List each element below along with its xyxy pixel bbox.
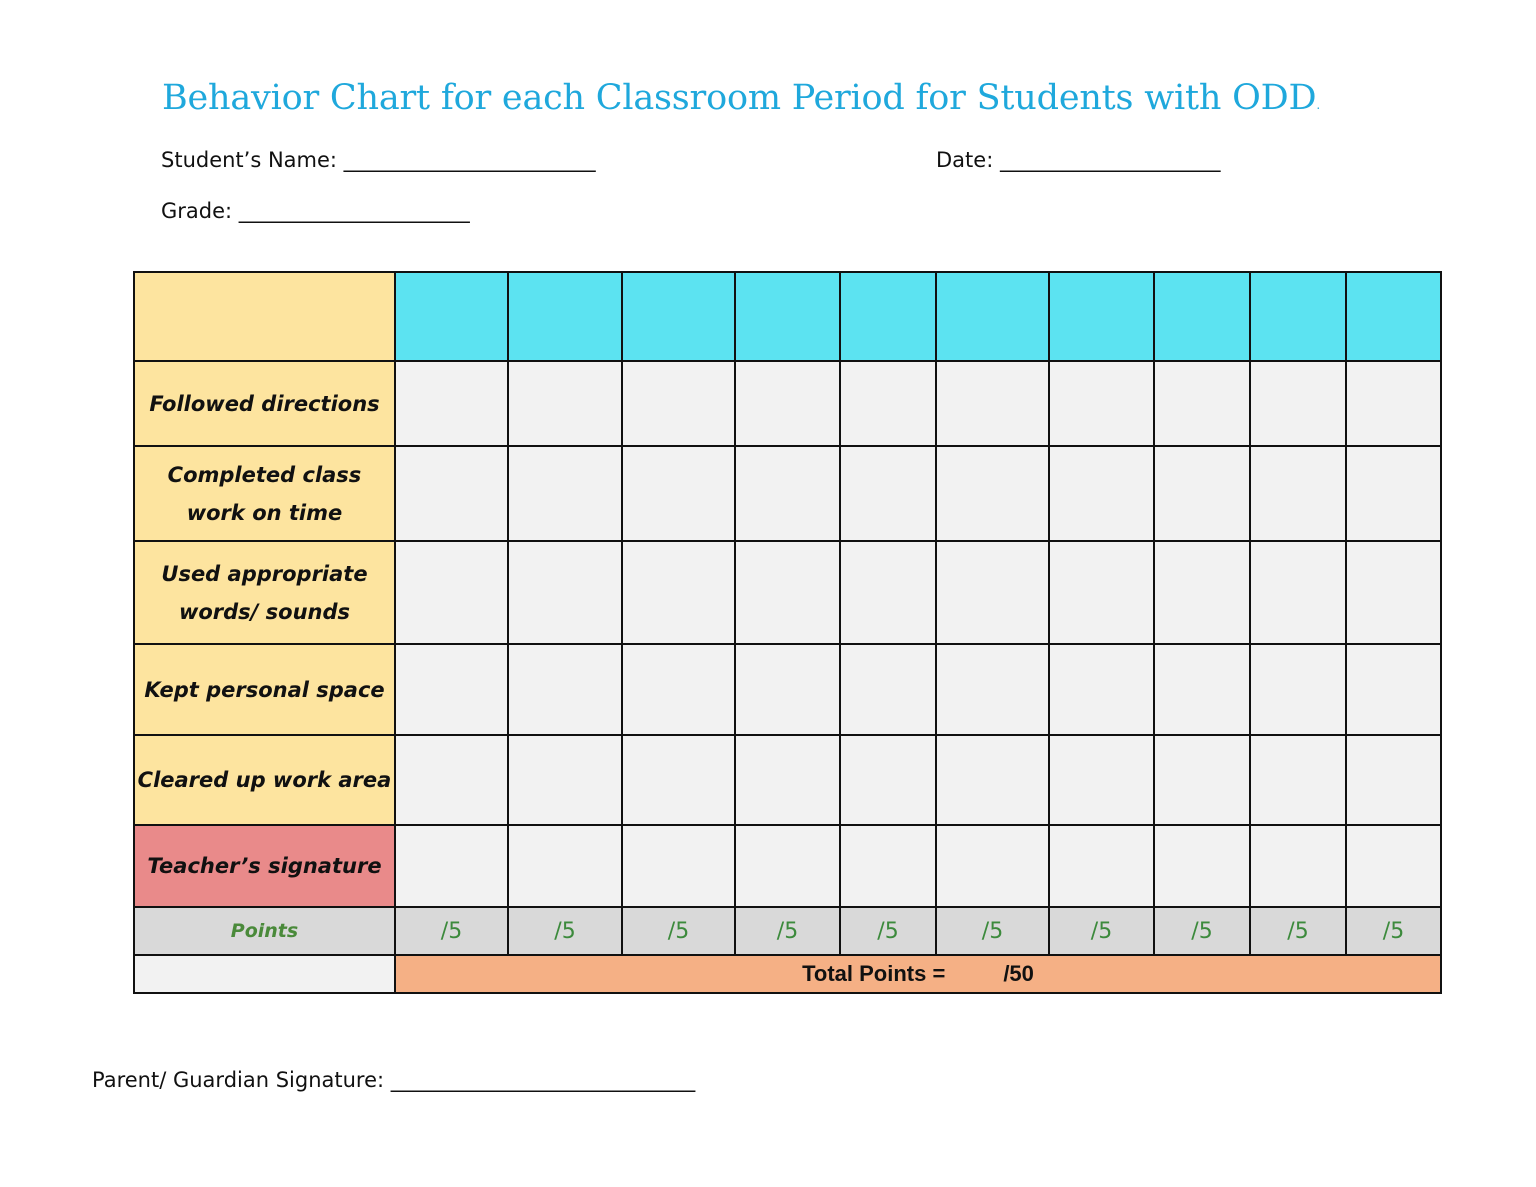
score-cell[interactable]	[508, 541, 622, 644]
points-label: Points	[134, 907, 395, 955]
period-header-cell[interactable]	[395, 272, 508, 361]
score-cell[interactable]	[622, 446, 735, 541]
score-cell[interactable]	[395, 361, 508, 446]
score-cell[interactable]	[1154, 541, 1250, 644]
points-cell[interactable]: /5	[622, 907, 735, 955]
period-header-cell[interactable]	[735, 272, 840, 361]
score-cell[interactable]	[395, 735, 508, 825]
points-cell[interactable]: /5	[395, 907, 508, 955]
score-cell[interactable]	[622, 541, 735, 644]
score-cell[interactable]	[1154, 735, 1250, 825]
score-cell[interactable]	[1154, 446, 1250, 541]
score-cell[interactable]	[1346, 541, 1441, 644]
score-cell[interactable]	[1154, 361, 1250, 446]
score-cell[interactable]	[508, 446, 622, 541]
teacher-signature-row	[134, 825, 1441, 907]
score-cell[interactable]	[735, 735, 840, 825]
score-cell[interactable]	[1049, 361, 1154, 446]
score-cell[interactable]	[1049, 735, 1154, 825]
score-cell[interactable]	[1049, 644, 1154, 735]
score-cell[interactable]	[936, 446, 1049, 541]
score-cell[interactable]	[840, 644, 936, 735]
parent-signature-field[interactable]: Parent/ Guardian Signature: _____________________________	[92, 1068, 696, 1092]
score-cell[interactable]	[395, 644, 508, 735]
behavior-label: Completed class work on time	[134, 446, 395, 541]
score-cell[interactable]	[840, 446, 936, 541]
teacher-signature-label: Teacher’s signature	[134, 825, 395, 907]
signature-cell[interactable]	[735, 825, 840, 907]
score-cell[interactable]	[622, 361, 735, 446]
score-cell[interactable]	[1346, 446, 1441, 541]
period-header-cell[interactable]	[508, 272, 622, 361]
score-cell[interactable]	[1250, 644, 1346, 735]
period-header-cell[interactable]	[840, 272, 936, 361]
score-cell[interactable]	[395, 541, 508, 644]
points-cell[interactable]: /5	[1346, 907, 1441, 955]
student-name-field[interactable]: Student’s Name: ________________________	[161, 148, 596, 172]
date-field[interactable]: Date: _____________________	[936, 148, 1221, 172]
total-blank-cell	[134, 955, 395, 993]
period-header-cell[interactable]	[622, 272, 735, 361]
score-cell[interactable]	[936, 735, 1049, 825]
score-cell[interactable]	[840, 735, 936, 825]
behavior-row	[134, 446, 1441, 541]
corner-cell	[134, 272, 395, 361]
behavior-label: Cleared up work area	[134, 735, 395, 825]
score-cell[interactable]	[1346, 735, 1441, 825]
points-cell[interactable]: /5	[1154, 907, 1250, 955]
signature-cell[interactable]	[508, 825, 622, 907]
points-cell[interactable]: /5	[840, 907, 936, 955]
behavior-label: Followed directions	[134, 361, 395, 446]
points-row	[134, 907, 1441, 955]
score-cell[interactable]	[1250, 541, 1346, 644]
behavior-chart-table	[133, 271, 1442, 994]
score-cell[interactable]	[395, 446, 508, 541]
total-points-value: /50	[1003, 961, 1034, 986]
signature-cell[interactable]	[622, 825, 735, 907]
signature-cell[interactable]	[1346, 825, 1441, 907]
points-cell[interactable]: /5	[1250, 907, 1346, 955]
score-cell[interactable]	[735, 644, 840, 735]
score-cell[interactable]	[1250, 735, 1346, 825]
points-cell[interactable]: /5	[1049, 907, 1154, 955]
total-points-cell[interactable]	[395, 955, 1441, 993]
score-cell[interactable]	[735, 446, 840, 541]
signature-cell[interactable]	[1154, 825, 1250, 907]
behavior-label: Kept personal space	[134, 644, 395, 735]
score-cell[interactable]	[840, 541, 936, 644]
period-header-row	[134, 272, 1441, 361]
signature-cell[interactable]	[1049, 825, 1154, 907]
score-cell[interactable]	[1049, 446, 1154, 541]
score-cell[interactable]	[735, 541, 840, 644]
points-cell[interactable]: /5	[735, 907, 840, 955]
score-cell[interactable]	[735, 361, 840, 446]
score-cell[interactable]	[508, 644, 622, 735]
grade-field[interactable]: Grade: ______________________	[161, 199, 470, 223]
period-header-cell[interactable]	[1250, 272, 1346, 361]
period-header-cell[interactable]	[1154, 272, 1250, 361]
page-title: Behavior Chart for each Classroom Period for Students with ODD.	[162, 78, 1320, 118]
score-cell[interactable]	[508, 361, 622, 446]
score-cell[interactable]	[622, 644, 735, 735]
behavior-label: Used appropriate words/ sounds	[134, 541, 395, 644]
period-header-cell[interactable]	[1346, 272, 1441, 361]
behavior-row	[134, 541, 1441, 644]
behavior-row	[134, 361, 1441, 446]
score-cell[interactable]	[1049, 541, 1154, 644]
period-header-cell[interactable]	[1049, 272, 1154, 361]
score-cell[interactable]	[622, 735, 735, 825]
score-cell[interactable]	[936, 541, 1049, 644]
signature-cell[interactable]	[395, 825, 508, 907]
signature-cell[interactable]	[1250, 825, 1346, 907]
total-row	[134, 955, 1441, 993]
score-cell[interactable]	[1154, 644, 1250, 735]
signature-cell[interactable]	[840, 825, 936, 907]
period-header-cell[interactable]	[936, 272, 1049, 361]
score-cell[interactable]	[1250, 361, 1346, 446]
score-cell[interactable]	[508, 735, 622, 825]
behavior-row	[134, 644, 1441, 735]
points-cell[interactable]: /5	[508, 907, 622, 955]
points-cell[interactable]: /5	[936, 907, 1049, 955]
score-cell[interactable]	[840, 361, 936, 446]
signature-cell[interactable]	[936, 825, 1049, 907]
score-cell[interactable]	[1346, 644, 1441, 735]
behavior-row	[134, 735, 1441, 825]
total-points-label: Total Points =	[802, 961, 946, 986]
score-cell[interactable]	[936, 644, 1049, 735]
score-cell[interactable]	[936, 361, 1049, 446]
score-cell[interactable]	[1250, 446, 1346, 541]
score-cell[interactable]	[1346, 361, 1441, 446]
